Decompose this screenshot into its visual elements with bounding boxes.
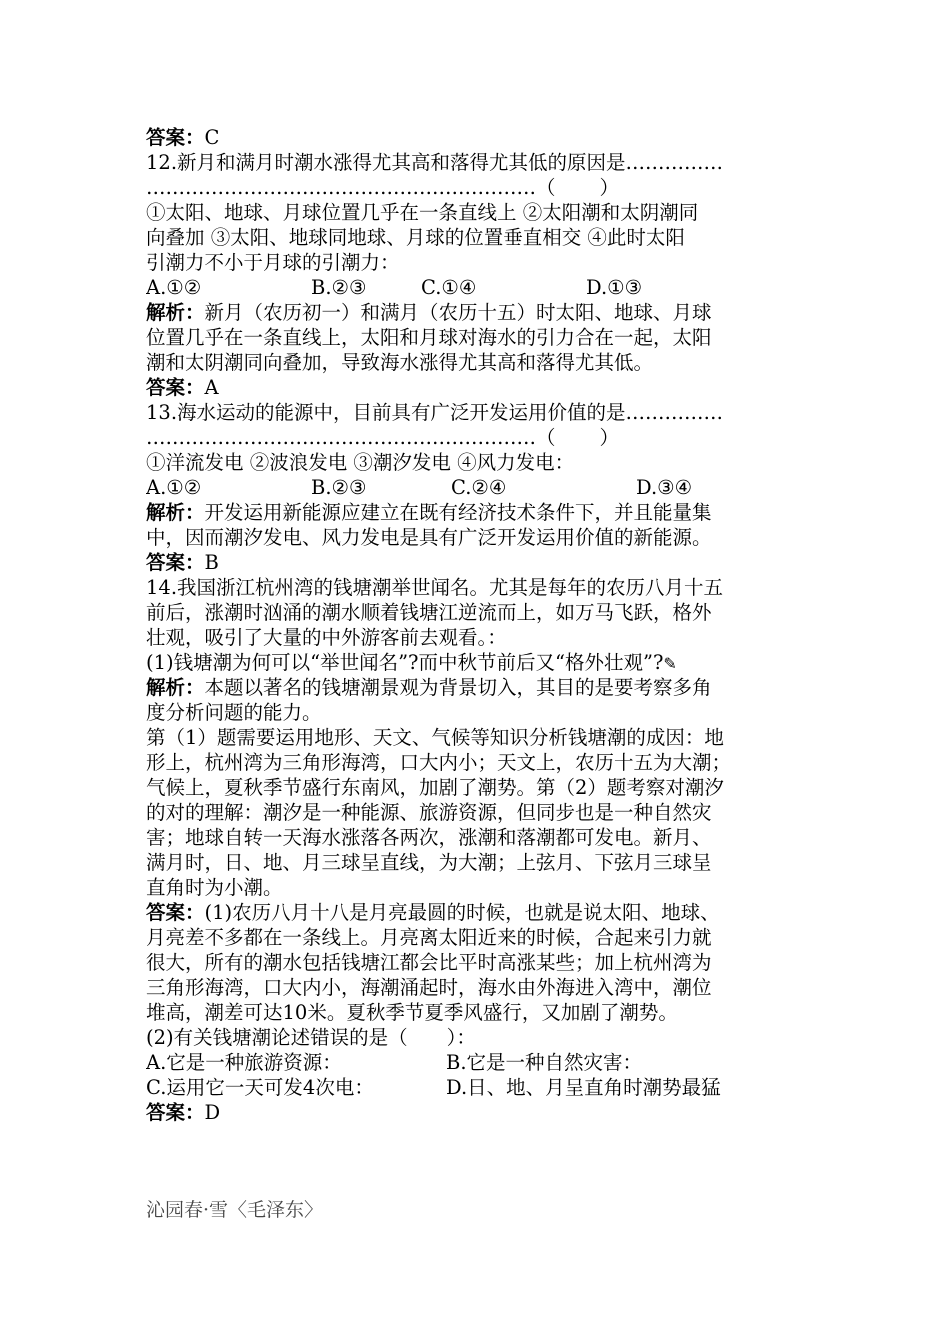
line-text: 新月（农历初一）和满月（农历十五）时太阳、地球、月球 (204, 301, 712, 324)
line-text: 开发运用新能源应建立在既有经济技术条件下，并且能量集 (204, 501, 712, 524)
question-line (146, 650, 816, 675)
text-line: 14.我国浙江杭州湾的钱塘潮举世闻名。尤其是每年的农历八月十五 (146, 576, 724, 599)
option-item: C.①④ (421, 276, 477, 299)
text-line: 向叠加 ③太阳、地球同地球、月球的位置垂直相交 ④此时太阳 (146, 226, 685, 249)
text-line: 形上，杭州湾为三角形海湾，口大内小；天文上，农历十五为大潮； (146, 751, 732, 774)
line-label: 答案： (146, 901, 205, 924)
option-item: A.它是一种旅游资源： (146, 1051, 342, 1074)
option-item: D.③④ (636, 476, 693, 499)
option-item: B.②③ (311, 476, 367, 499)
text-line: 中，因而潮汐发电、风力发电是具有广泛开发运用价值的新能源。 (146, 526, 712, 549)
option-item: B.②③ (311, 276, 367, 299)
document-body (146, 125, 816, 1125)
labeled-line (146, 1100, 816, 1125)
line-text: (1)钱塘潮为何可以“举世闻名”?而中秋节前后又“格外壮观”? (146, 651, 664, 674)
line-text: 本题以著名的钱塘潮景观为背景切入，其目的是要考察多角 (204, 676, 712, 699)
closing-paren: ） (599, 176, 620, 199)
option-item: C.②④ (451, 476, 507, 499)
line-label: 答案： (146, 1101, 205, 1124)
labeled-line (146, 900, 816, 925)
option-item: C.运用它一天可发4次电： (146, 1076, 374, 1099)
line-label: 答案： (146, 126, 205, 149)
text-line: 引潮力不小于月球的引潮力： (146, 251, 400, 274)
line-text: D (204, 1101, 221, 1124)
labeled-line (146, 375, 816, 400)
line-label: 答案： (146, 551, 205, 574)
option-row (146, 1075, 816, 1100)
option-row (146, 475, 816, 500)
answer-blank-line (146, 175, 816, 200)
closing-paren: ） (599, 426, 620, 449)
text-line: 度分析问题的能力。 (146, 701, 322, 724)
option-item: A.①② (146, 476, 202, 499)
text-line: 害；地球自转一天海水涨落各两次，涨潮和落潮都可发电。新月、 (146, 826, 712, 849)
text-line: 三角形海湾，口大内小，海潮涌起时，海水由外海进入湾中，潮位 (146, 976, 712, 999)
labeled-line (146, 675, 816, 700)
option-item: A.①② (146, 276, 202, 299)
text-line: (2)有关钱塘潮论述错误的是（ ）： (146, 1026, 476, 1049)
line-label: 解析： (146, 501, 205, 524)
text-line: 堆高，潮差可达10米。夏秋季节夏季风盛行，又加剧了潮势。 (146, 1001, 678, 1024)
labeled-line (146, 550, 816, 575)
text-line: 潮和太阴潮同向叠加，导致海水涨得尤其高和落得尤其低。 (146, 351, 654, 374)
text-line: ①洋流发电 ②波浪发电 ③潮汐发电 ④风力发电： (146, 451, 575, 474)
answer-blank-line (146, 425, 816, 450)
option-item: B.它是一种自然灾害： (446, 1051, 643, 1074)
labeled-line (146, 500, 816, 525)
option-item: D.日、地、月呈直角时潮势最猛 (446, 1076, 721, 1099)
line-text: C (204, 126, 220, 149)
text-line: 第（1）题需要运用地形、天文、气候等知识分析钱塘潮的成因：地 (146, 726, 724, 749)
text-line: 壮观，吸引了大量的中外游客前去观看。： (146, 626, 507, 649)
text-line: 很大，所有的潮水包括钱塘江都会比平时高涨某些；加上杭州湾为 (146, 951, 712, 974)
option-row (146, 1050, 816, 1075)
text-line: 前后，涨潮时汹涌的潮水顺着钱塘江逆流而上，如万马飞跃，格外 (146, 601, 712, 624)
line-label: 解析： (146, 301, 205, 324)
option-item: D.①③ (586, 276, 643, 299)
text-line: 满月时，日、地、月三球呈直线，为大潮；上弦月、下弦月三球呈 (146, 851, 712, 874)
text-line: 气候上，夏秋季节盛行东南风，加剧了潮势。第（2）题考察对潮汐 (146, 776, 724, 799)
text-line: 13.海水运动的能源中，目前具有广泛开发运用价值的是…………… (146, 401, 724, 424)
option-row (146, 275, 816, 300)
line-label: 答案： (146, 376, 205, 399)
text-line: 的对的理解：潮汐是一种能源、旅游资源，但同步也是一种自然灾 (146, 801, 712, 824)
ornament-icon: ✎ (663, 654, 677, 673)
line-label: 解析： (146, 676, 205, 699)
footer-text: 沁园春·雪〈毛泽东〉 (146, 1199, 324, 1221)
labeled-line (146, 125, 816, 150)
line-text: ……………………………………………………（ (146, 426, 556, 449)
line-text: B (204, 551, 219, 574)
labeled-line (146, 300, 816, 325)
text-line: 12.新月和满月时潮水涨得尤其高和落得尤其低的原因是…………… (146, 151, 724, 174)
text-line: 位置几乎在一条直线上，太阳和月球对海水的引力合在一起，太阳 (146, 326, 712, 349)
line-text: ……………………………………………………（ (146, 176, 556, 199)
line-text: A (204, 376, 219, 399)
text-line: ①太阳、地球、月球位置几乎在一条直线上 ②太阳潮和太阴潮同 (146, 201, 699, 224)
text-line: 直角时为小潮。 (146, 876, 283, 899)
line-text: (1)农历八月十八是月亮最圆的时候，也就是说太阳、地球、 (204, 901, 720, 924)
text-line: 月亮差不多都在一条线上。月亮离太阳近来的时候，合起来引力就 (146, 926, 712, 949)
